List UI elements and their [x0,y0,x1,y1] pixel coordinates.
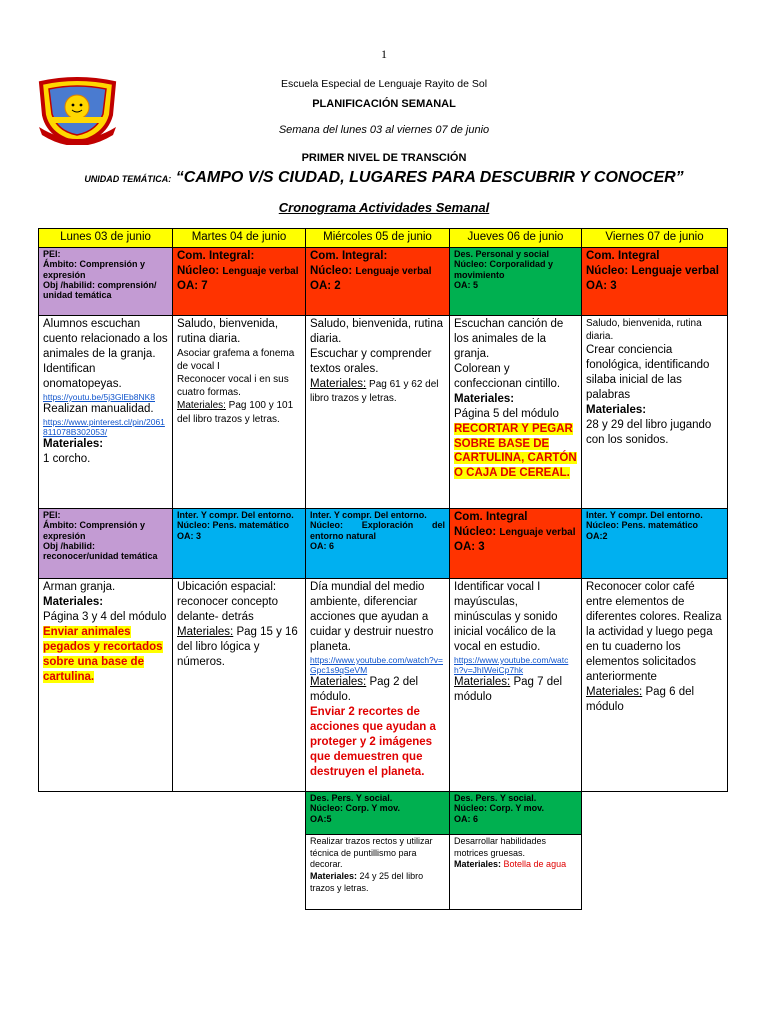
activity-friday-2 [582,579,728,792]
empty-cell [582,792,728,835]
week-range: Semana del lunes 03 al viernes 07 de junio [278,124,490,136]
activity-text: Página 3 y 4 del módulo [43,610,167,623]
activity-text: Desarrollar habilidades motrices gruesas. [454,836,547,858]
objective-line: Obj /habilid: reconocer/unidad temática [43,541,158,562]
days-row [39,229,728,248]
pinterest-link[interactable]: https://www.pinterest.cl/pin/2061811078B302053/ [43,416,165,437]
objective-wednesday-2 [306,509,450,579]
activity-note: RECORTAR Y PEGAR SOBRE BASE DE CARTULINA, CARTÓN O CAJA DE CEREAL. [454,422,577,480]
schedule-title: Cronograma Actividades Semanal [278,200,490,215]
activity-text: Día mundial del medio ambiente, diferenciar acciones que ayudan a cuidar y destruir nuestro planeta. [310,581,434,653]
materials-label: Materiales: [177,399,226,411]
objectives-row-2 [39,509,728,579]
activity-text: Pag 7 del módulo [454,676,563,703]
objective-line: OA:5 [310,813,332,824]
day-wednesday: Miércoles 05 de junio [306,229,450,248]
activity-text: Realizan manualidad. [43,402,154,415]
objective-line: Núcleo: Corp. Y mov. [310,803,401,814]
objective-line: Inter. Y compr. Del entorno. [310,510,427,520]
objective-line: Obj /habilid: comprensión/ unidad temática [43,280,157,301]
empty-cell [39,792,173,835]
activity-thursday-3 [450,835,582,910]
objective-line: Inter. Y compr. Del entorno. [177,510,294,520]
objective-line: Ámbito: Comprensión y expresión [43,520,146,541]
activity-text: Escuchan canción de los animales de la granja. [454,318,564,360]
materials-label: Materiales: [586,685,643,698]
objective-tuesday-2 [173,509,306,579]
activity-wednesday-2 [306,579,450,792]
activity-text: 24 y 25 del libro trazos y letras. [310,871,424,893]
activity-text: Escuchar y comprender textos orales. [310,347,432,375]
activity-text: Saludo, bienvenida, rutina diaria. [586,318,702,342]
objective-line: Com. Integral [454,511,528,523]
objective-line: OA: 7 [177,279,208,292]
activity-note: Enviar 2 recortes de acciones que ayudan a proteger y 2 imágenes que demuestren que destruyen el planeta. [310,705,436,778]
objective-line: Des. Pers. Y social. [310,793,393,803]
materials-label: Materiales: [586,403,647,416]
objective-line: Núcleo: [454,525,500,538]
activity-monday [39,316,173,509]
empty-cell [39,835,173,910]
activity-wednesday [306,316,450,509]
activities-row-3 [39,835,728,910]
materials-label: Materiales: [310,676,367,689]
objective-thursday [450,248,582,316]
objective-line: OA: 3 [454,540,485,553]
objective-line: Núcleo: Exploración del entorno natural [310,520,445,541]
materials-label: Materiales: [454,676,511,689]
objective-line: Des. Personal y social [454,249,550,259]
day-monday: Lunes 03 de junio [39,229,173,248]
objective-tuesday [173,248,306,316]
plan-title: PLANIFICACIÓN SEMANAL [312,98,456,110]
page-number: 1 [381,47,387,61]
schedule-table [38,228,728,910]
activity-tuesday [173,316,306,509]
objective-line: PEI: [43,249,61,259]
activity-thursday [450,316,582,509]
day-tuesday: Martes 04 de junio [173,229,306,248]
empty-cell [173,835,306,910]
activities-row-2 [39,579,728,792]
objective-line: Núcleo: Pens. matemático [177,520,290,531]
video-link[interactable]: https://www.youtube.com/watch?v=JhIWeiCp7hk [454,654,569,675]
activity-friday [582,316,728,509]
activity-text: Saludo, bienvenida, rutina diaria. [177,318,279,345]
objective-line: PEI: [43,510,61,520]
activity-monday-2 [39,579,173,792]
day-friday: Viernes 07 de junio [582,229,728,248]
activity-text: Reconocer color café entre elementos de diferentes colores. Realiza la actividad y luego pega en tu cuaderno los elementos solicitados anteriormente [586,581,722,683]
activity-text: Pag 100 y 101 del libro trazos y letras. [177,399,294,425]
objective-line: Ámbito: Comprensión y expresión [43,259,146,280]
objective-line: Núcleo: [177,264,223,277]
video-link[interactable]: https://www.youtube.com/watch?v=Gpc1s9qSeVM [310,654,443,675]
activity-tuesday-2 [173,579,306,792]
objective-friday [582,248,728,316]
activity-text: Reconocer vocal i en sus cuatro formas. [177,373,289,398]
objectives-row-3 [39,792,728,835]
unit-title: “CAMPO V/S CIUDAD, LUGARES PARA DESCUBRIR Y CONOCER” [175,169,684,186]
objective-line: Com. Integral: [177,250,255,262]
objective-line: Lenguaje verbal [222,265,299,277]
activity-note: Botella de agua [501,859,567,870]
activity-text: Identificar vocal I mayúsculas, minúsculas y sonido inicial vocálico de la vocal en estudio. [454,581,558,653]
objective-line: Lenguaje verbal [355,265,432,277]
activity-wednesday-3 [306,835,450,910]
objective-thursday-3 [450,792,582,835]
activity-text: Colorean y confeccionan cintillo. [454,362,561,390]
activity-text: Asociar grafema a fonema de vocal I [177,347,295,372]
objective-wednesday [306,248,450,316]
objective-line: Com. Integral: [310,250,388,262]
objective-line: OA: 6 [310,541,335,552]
objective-line: Núcleo: Lenguaje verbal [586,264,719,277]
activity-text: 1 corcho. [43,453,91,466]
activity-text: 28 y 29 del libro jugando con los sonidos. [586,418,712,446]
activity-text: Pag 2 del módulo. [310,676,419,703]
activity-text: Crear conciencia fonológica, identificando silaba inicial de las palabras [586,344,710,401]
activity-text: Pag 15 y 16 del libro lógica y números. [177,625,298,668]
objective-line: Inter. Y compr. Del entorno. [586,510,703,520]
objectives-row-1 [39,248,728,316]
unit-label: UNIDAD TEMÁTICA: [84,174,172,184]
activity-text: Alumnos escuchan cuento relacionado a los animales de la granja. [43,318,168,360]
objective-line: Des. Pers. Y social. [454,793,537,803]
materials-label: Materiales: [43,595,104,608]
unit-heading [0,169,768,187]
objective-monday [39,248,173,316]
objective-line: OA: 3 [586,279,617,292]
objective-line: OA: 3 [177,530,202,541]
objective-line: Núcleo: Pens. matemático [586,520,699,531]
objective-line: OA:2 [586,530,608,541]
activities-row-1 [39,316,728,509]
activity-text: Arman granja. [43,581,116,593]
empty-cell [582,835,728,910]
activity-text: Pag 61 y 62 del libro trazos y letras. [310,378,439,404]
materials-label: Materiales: [43,438,104,451]
objective-line: OA: 6 [454,813,479,824]
activity-text: Pag 6 del módulo [586,685,695,713]
objective-line: Com. Integral [586,250,660,262]
objective-wednesday-3 [306,792,450,835]
materials-label: Materiales: [454,859,502,870]
objective-line: OA: 5 [454,280,479,291]
materials-label: Materiales: [177,625,234,638]
activity-text: Ubicación espacial: reconocer concepto delante- detrás [177,581,279,623]
objective-line: Lenguaje verbal [499,526,576,538]
activity-text: Identifican onomatopeyas. [43,362,122,390]
materials-label: Materiales: [454,392,515,405]
objective-monday-2 [39,509,173,579]
activity-note: Enviar animales pegados y recortados sobre una base de cartulina. [43,625,163,683]
objective-line: Núcleo: [310,264,356,277]
activity-thursday-2 [450,579,582,792]
materials-label: Materiales: [310,871,358,882]
materials-label: Materiales: [310,377,367,390]
level-title: PRIMER NIVEL DE TRANSCIÓN [301,152,467,164]
activity-text: Saludo, bienvenida, rutina diaria. [310,318,443,345]
empty-cell [173,792,306,835]
activity-text: Página 5 del módulo [454,407,559,420]
objective-line: Núcleo: Corp. Y mov. [454,803,545,814]
objective-line: OA: 2 [310,279,341,292]
video-link[interactable]: https://youtu.be/5j3GlEb8NK8 [43,391,155,402]
objective-friday-2 [582,509,728,579]
day-thursday: Jueves 06 de junio [450,229,582,248]
objective-thursday-2 [450,509,582,579]
objective-line: Núcleo: Corporalidad y movimiento [454,259,554,280]
activity-text: Realizar trazos rectos y utilizar técnica de puntillismo para decorar. [310,836,433,870]
school-name: Escuela Especial de Lenguaje Rayito de Sol [280,78,488,90]
